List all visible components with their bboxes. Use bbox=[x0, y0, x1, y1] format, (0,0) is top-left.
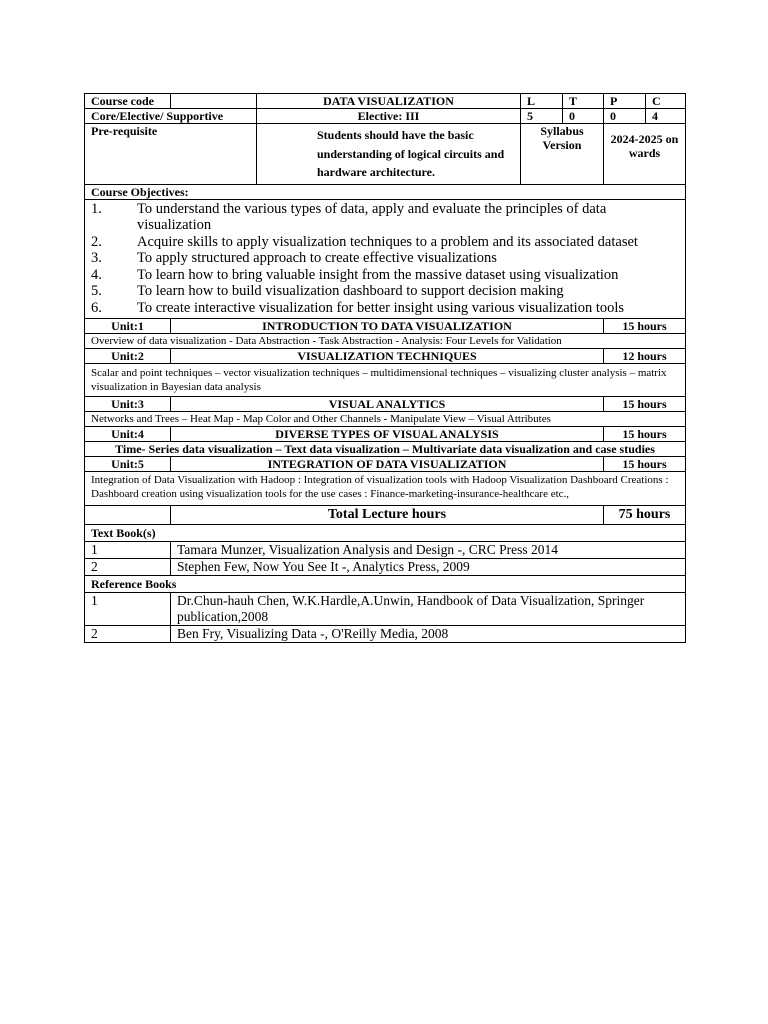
p-label: P bbox=[604, 94, 646, 109]
unit-title: INTEGRATION OF DATA VISUALIZATION bbox=[171, 456, 604, 471]
total-row bbox=[85, 505, 686, 524]
list-item bbox=[91, 250, 679, 267]
unit-hours: 15 hours bbox=[604, 426, 686, 441]
header-row-3 bbox=[85, 124, 686, 185]
total-empty-cell bbox=[85, 505, 171, 524]
t-label: T bbox=[563, 94, 604, 109]
course-title: DATA VISUALIZATION bbox=[257, 94, 521, 109]
objectives-heading: Course Objectives: bbox=[85, 184, 686, 199]
objective-number: 3. bbox=[91, 250, 102, 267]
unit-hours: 15 hours bbox=[604, 456, 686, 471]
reference-text: Dr.Chun-hauh Chen, W.K.Hardle,A.Unwin, Handbook of Data Visualization, Springer publication,2008 bbox=[171, 592, 686, 625]
syllabus-table bbox=[84, 93, 686, 643]
category-value: Elective: III bbox=[257, 109, 521, 124]
course-code-value bbox=[171, 94, 257, 109]
references-heading-row bbox=[85, 575, 686, 592]
textbook-number: 2 bbox=[85, 558, 171, 575]
objective-number: 4. bbox=[91, 266, 102, 283]
objective-number: 6. bbox=[91, 300, 102, 317]
objective-text: To create interactive visualization for better insight using various visualization tools bbox=[137, 300, 625, 317]
list-item bbox=[91, 300, 679, 317]
textbook-text: Tamara Munzer, Visualization Analysis and Design -, CRC Press 2014 bbox=[171, 541, 686, 558]
unit-label: Unit:2 bbox=[85, 348, 171, 363]
unit-3-header-row bbox=[85, 396, 686, 411]
unit-content: Time- Series data visualization – Text data visualization – Multivariate data visualization and case studies bbox=[85, 441, 686, 456]
total-label: Total Lecture hours bbox=[171, 505, 604, 524]
objective-text: To learn how to build visualization dashboard to support decision making bbox=[137, 283, 564, 300]
list-item bbox=[91, 267, 679, 284]
header-row-2 bbox=[85, 109, 686, 124]
objectives-row bbox=[85, 199, 686, 318]
table-row bbox=[85, 541, 686, 558]
l-value: 5 bbox=[521, 109, 563, 124]
unit-4-header-row bbox=[85, 426, 686, 441]
unit-label: Unit:3 bbox=[85, 396, 171, 411]
unit-content: Networks and Trees – Heat Map - Map Color and Other Channels - Manipulate View – Visual Attributes bbox=[85, 411, 686, 426]
unit-hours: 12 hours bbox=[604, 348, 686, 363]
t-value: 0 bbox=[563, 109, 604, 124]
textbook-number: 1 bbox=[85, 541, 171, 558]
textbooks-heading-row bbox=[85, 524, 686, 541]
p-value: 0 bbox=[604, 109, 646, 124]
reference-text: Ben Fry, Visualizing Data -, O'Reilly Media, 2008 bbox=[171, 625, 686, 642]
list-item bbox=[91, 283, 679, 300]
total-hours: 75 hours bbox=[604, 505, 686, 524]
objective-text: To understand the various types of data, apply and evaluate the principles of data visualization bbox=[137, 200, 607, 234]
objective-number: 2. bbox=[91, 233, 102, 250]
unit-hours: 15 hours bbox=[604, 396, 686, 411]
unit-label: Unit:5 bbox=[85, 456, 171, 471]
unit-2-content-row bbox=[85, 363, 686, 396]
references-heading: Reference Books bbox=[85, 575, 686, 592]
syllabus-label: Syllabus Version bbox=[521, 124, 604, 185]
unit-4-content-row bbox=[85, 441, 686, 456]
prereq-text: Students should have the basic understanding of logical circuits and hardware architecture. bbox=[257, 124, 521, 185]
list-item bbox=[91, 201, 679, 234]
textbook-text: Stephen Few, Now You See It -, Analytics Press, 2009 bbox=[171, 558, 686, 575]
category-label: Core/Elective/ Supportive bbox=[85, 109, 257, 124]
unit-content: Scalar and point techniques – vector visualization techniques – multidimensional techniques – visualizing cluster analysis – matrix visualization in Bayesian data analysis bbox=[85, 363, 686, 396]
reference-number: 1 bbox=[85, 592, 171, 625]
unit-5-content-row bbox=[85, 471, 686, 505]
l-label: L bbox=[521, 94, 563, 109]
unit-title: DIVERSE TYPES OF VISUAL ANALYSIS bbox=[171, 426, 604, 441]
textbooks-heading: Text Book(s) bbox=[85, 524, 686, 541]
objectives-heading-row bbox=[85, 184, 686, 199]
list-item bbox=[91, 234, 679, 251]
header-row-1 bbox=[85, 94, 686, 109]
unit-1-content-row bbox=[85, 333, 686, 348]
unit-title: VISUAL ANALYTICS bbox=[171, 396, 604, 411]
objectives-list bbox=[91, 201, 679, 317]
unit-1-header-row bbox=[85, 318, 686, 333]
objective-text: Acquire skills to apply visualization techniques to a problem and its associated dataset bbox=[137, 233, 638, 250]
unit-5-header-row bbox=[85, 456, 686, 471]
syllabus-value: 2024-2025 on wards bbox=[604, 124, 686, 185]
prereq-label: Pre-requisite bbox=[85, 124, 257, 185]
unit-title: INTRODUCTION TO DATA VISUALIZATION bbox=[171, 318, 604, 333]
objective-text: To apply structured approach to create effective visualizations bbox=[137, 250, 497, 267]
unit-label: Unit:1 bbox=[85, 318, 171, 333]
table-row bbox=[85, 558, 686, 575]
unit-content: Overview of data visualization - Data Abstraction - Task Abstraction - Analysis: Four Levels for Validation bbox=[85, 333, 686, 348]
table-row bbox=[85, 625, 686, 642]
unit-3-content-row bbox=[85, 411, 686, 426]
table-row bbox=[85, 592, 686, 625]
c-value: 4 bbox=[646, 109, 686, 124]
unit-2-header-row bbox=[85, 348, 686, 363]
objective-text: To learn how to bring valuable insight from the massive dataset using visualization bbox=[137, 266, 619, 283]
syllabus-page bbox=[84, 93, 685, 643]
objective-number: 1. bbox=[91, 200, 102, 217]
unit-content: Integration of Data Visualization with Hadoop : Integration of visualization tools with Hadoop Visualization Dashboard Creations : Dashboard creation using visualization tools for the use cases : Finance-marketing-insurance-healthcare etc., bbox=[85, 471, 686, 505]
unit-title: VISUALIZATION TECHNIQUES bbox=[171, 348, 604, 363]
reference-number: 2 bbox=[85, 625, 171, 642]
objectives-list-cell bbox=[85, 199, 686, 318]
c-label: C bbox=[646, 94, 686, 109]
unit-label: Unit:4 bbox=[85, 426, 171, 441]
objective-number: 5. bbox=[91, 283, 102, 300]
course-code-label: Course code bbox=[85, 94, 171, 109]
unit-hours: 15 hours bbox=[604, 318, 686, 333]
